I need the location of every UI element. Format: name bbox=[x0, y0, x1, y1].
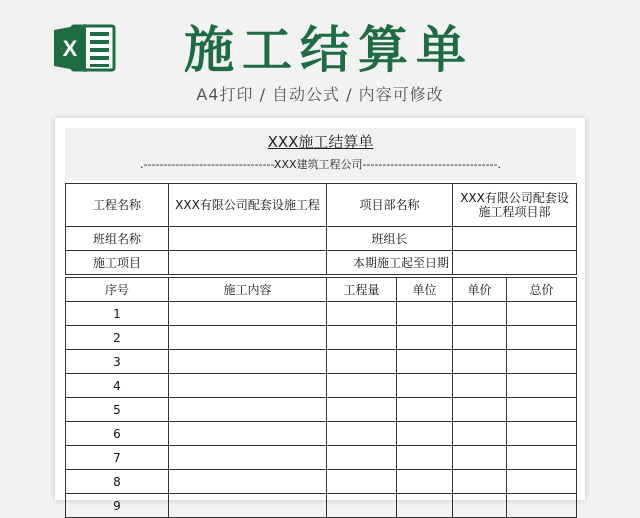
row-cell-quantity[interactable] bbox=[327, 446, 397, 470]
row-cell-unit[interactable] bbox=[397, 446, 453, 470]
row-cell-seq: 2 bbox=[66, 326, 169, 350]
settlement-sheet bbox=[55, 118, 585, 513]
col-header-unit-price: 单价 bbox=[453, 278, 507, 302]
row-cell-content[interactable] bbox=[169, 374, 327, 398]
row-cell-total[interactable] bbox=[507, 446, 577, 470]
row-cell-unit-price[interactable] bbox=[453, 398, 507, 422]
row-cell-content[interactable] bbox=[169, 326, 327, 350]
row-cell-quantity[interactable] bbox=[327, 398, 397, 422]
row-cell-content[interactable] bbox=[169, 446, 327, 470]
settlement-table bbox=[65, 183, 577, 518]
row-cell-total[interactable] bbox=[507, 422, 577, 446]
row-cell-unit-price[interactable] bbox=[453, 446, 507, 470]
construction-item-label: 施工项目 bbox=[66, 251, 169, 275]
table-row bbox=[66, 494, 577, 518]
info-row-item bbox=[66, 251, 577, 275]
project-name-value[interactable]: XXX有限公司配套设施工程 bbox=[169, 184, 327, 227]
banner-title: 施工结算单 bbox=[184, 21, 474, 79]
row-cell-content[interactable] bbox=[169, 494, 327, 518]
excel-icon bbox=[52, 20, 118, 76]
row-cell-quantity[interactable] bbox=[327, 350, 397, 374]
data-rows bbox=[66, 302, 577, 518]
row-cell-content[interactable] bbox=[169, 422, 327, 446]
table-row bbox=[66, 446, 577, 470]
row-cell-total[interactable] bbox=[507, 374, 577, 398]
construction-item-value[interactable] bbox=[169, 251, 327, 275]
team-leader-value[interactable] bbox=[453, 227, 577, 251]
row-cell-quantity[interactable] bbox=[327, 374, 397, 398]
row-cell-content[interactable] bbox=[169, 350, 327, 374]
team-name-value[interactable] bbox=[169, 227, 327, 251]
row-cell-quantity[interactable] bbox=[327, 422, 397, 446]
col-header-total: 总价 bbox=[507, 278, 577, 302]
project-name-label: 工程名称 bbox=[66, 184, 169, 227]
row-cell-seq: 3 bbox=[66, 350, 169, 374]
table-row bbox=[66, 470, 577, 494]
row-cell-quantity[interactable] bbox=[327, 494, 397, 518]
sheet-header bbox=[65, 128, 576, 180]
row-cell-unit-price[interactable] bbox=[453, 422, 507, 446]
row-cell-unit-price[interactable] bbox=[453, 470, 507, 494]
table-row bbox=[66, 374, 577, 398]
company-line: .---------------------------------XXX建筑工程公司----------------------------------. bbox=[140, 158, 501, 171]
info-row-project bbox=[66, 184, 577, 227]
column-header-row bbox=[66, 278, 577, 302]
row-cell-unit-price[interactable] bbox=[453, 374, 507, 398]
col-header-content: 施工内容 bbox=[169, 278, 327, 302]
row-cell-total[interactable] bbox=[507, 470, 577, 494]
row-cell-seq: 4 bbox=[66, 374, 169, 398]
table-row bbox=[66, 302, 577, 326]
row-cell-total[interactable] bbox=[507, 326, 577, 350]
info-row-team bbox=[66, 227, 577, 251]
row-cell-quantity[interactable] bbox=[327, 470, 397, 494]
row-cell-total[interactable] bbox=[507, 302, 577, 326]
row-cell-unit[interactable] bbox=[397, 494, 453, 518]
row-cell-seq: 5 bbox=[66, 398, 169, 422]
excel-logo-letter: X bbox=[62, 36, 78, 61]
row-cell-unit[interactable] bbox=[397, 374, 453, 398]
row-cell-seq: 8 bbox=[66, 470, 169, 494]
banner-tagline: A4打印 / 自动公式 / 内容可修改 bbox=[196, 85, 444, 104]
row-cell-total[interactable] bbox=[507, 350, 577, 374]
row-cell-content[interactable] bbox=[169, 302, 327, 326]
col-header-unit: 单位 bbox=[397, 278, 453, 302]
table-row bbox=[66, 350, 577, 374]
row-cell-unit[interactable] bbox=[397, 302, 453, 326]
row-cell-total[interactable] bbox=[507, 494, 577, 518]
dept-name-label: 项目部名称 bbox=[327, 184, 453, 227]
col-header-quantity: 工程量 bbox=[327, 278, 397, 302]
team-name-label: 班组名称 bbox=[66, 227, 169, 251]
period-label: 本期施工起至日期 bbox=[327, 251, 453, 275]
row-cell-seq: 6 bbox=[66, 422, 169, 446]
table-row bbox=[66, 422, 577, 446]
row-cell-unit-price[interactable] bbox=[453, 350, 507, 374]
row-cell-quantity[interactable] bbox=[327, 302, 397, 326]
row-cell-unit-price[interactable] bbox=[453, 494, 507, 518]
banner bbox=[0, 0, 640, 118]
row-cell-unit[interactable] bbox=[397, 398, 453, 422]
period-value[interactable] bbox=[453, 251, 577, 275]
row-cell-content[interactable] bbox=[169, 398, 327, 422]
row-cell-unit-price[interactable] bbox=[453, 326, 507, 350]
row-cell-seq: 7 bbox=[66, 446, 169, 470]
row-cell-unit[interactable] bbox=[397, 422, 453, 446]
table-row bbox=[66, 326, 577, 350]
table-row bbox=[66, 398, 577, 422]
row-cell-content[interactable] bbox=[169, 470, 327, 494]
row-cell-seq: 9 bbox=[66, 494, 169, 518]
row-cell-unit[interactable] bbox=[397, 470, 453, 494]
row-cell-seq: 1 bbox=[66, 302, 169, 326]
sheet-title: XXX施工结算单 bbox=[267, 133, 374, 151]
col-header-seq: 序号 bbox=[66, 278, 169, 302]
row-cell-unit-price[interactable] bbox=[453, 302, 507, 326]
row-cell-unit[interactable] bbox=[397, 326, 453, 350]
row-cell-unit[interactable] bbox=[397, 350, 453, 374]
row-cell-total[interactable] bbox=[507, 398, 577, 422]
team-leader-label: 班组长 bbox=[327, 227, 453, 251]
dept-name-value[interactable]: XXX有限公司配套设施工程项目部 bbox=[453, 184, 577, 227]
row-cell-quantity[interactable] bbox=[327, 326, 397, 350]
